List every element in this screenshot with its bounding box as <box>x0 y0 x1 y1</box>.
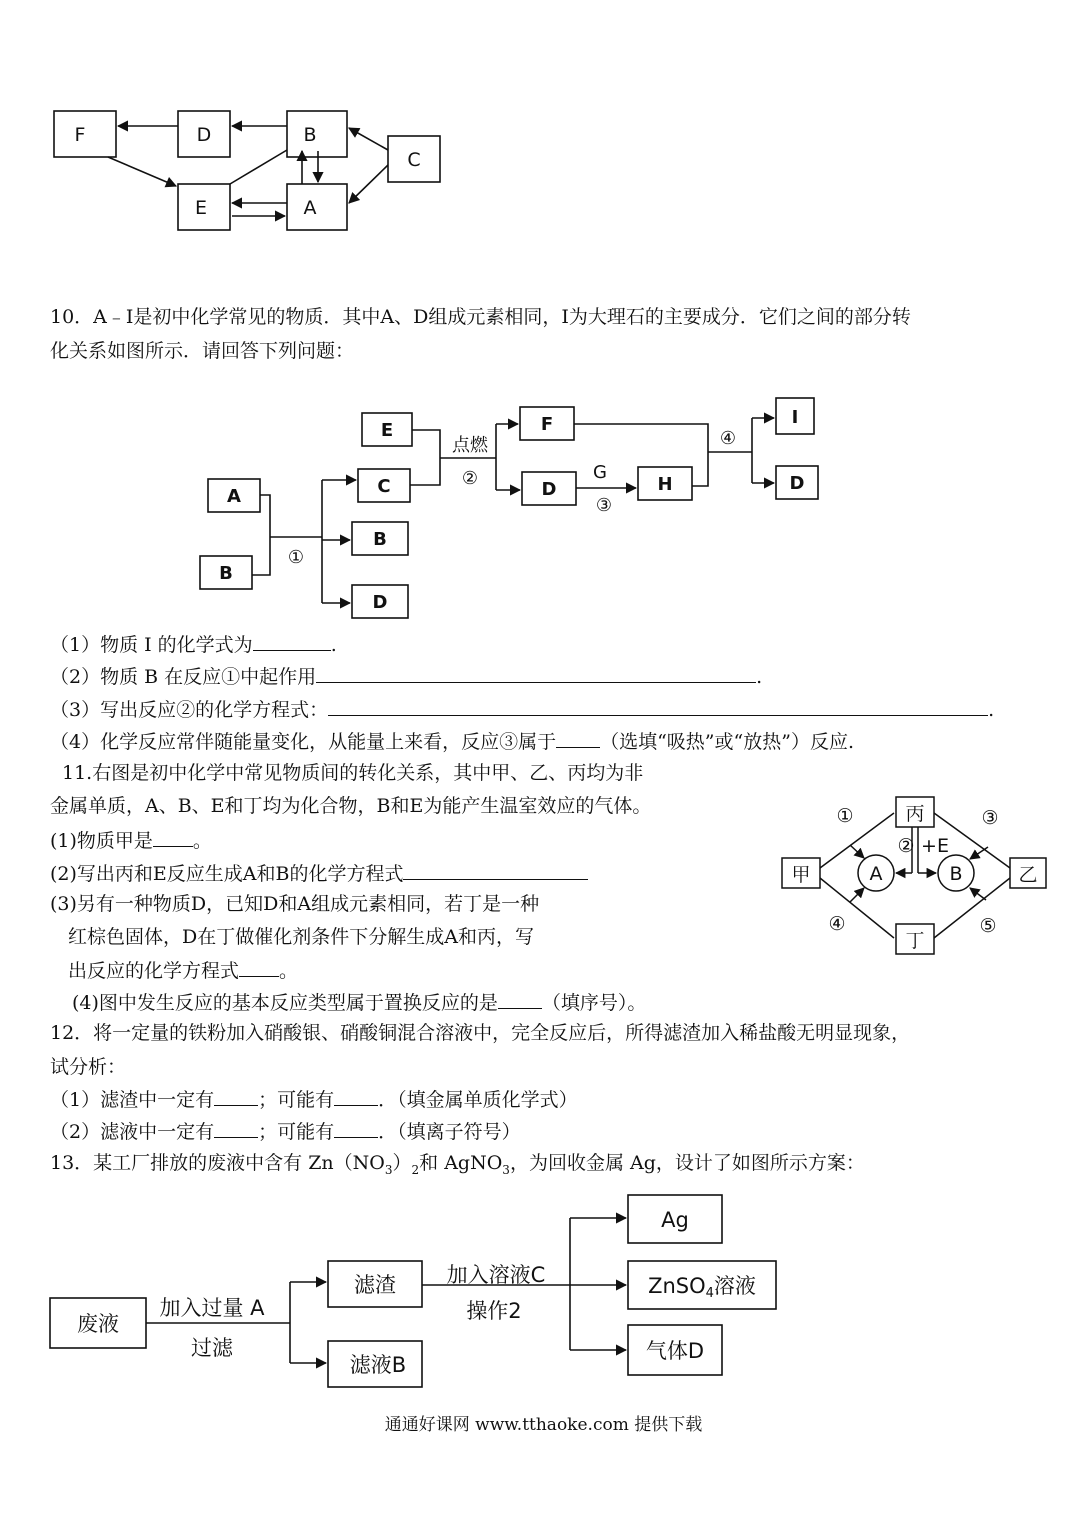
q10-stem-line2: 化关系如图所示．请回答下列问题： <box>50 340 355 362</box>
q12-stem-line1: 12．将一定量的铁粉加入硝酸银、硝酸铜混合溶液中，完全反应后，所得滤渣加入稀盐酸无明显现象， <box>50 1022 911 1044</box>
q10-node-i: I <box>791 407 799 428</box>
q13-node-filtrate-b: 滤液B <box>349 1353 407 1377</box>
q11-stem-line2: 金属单质，A、B、E和丁均为化合物，B和E为能产生温室效应的气体。 <box>50 795 652 817</box>
arrow-c-b <box>349 128 388 150</box>
q10-node-d2: D <box>541 479 557 500</box>
q11-label-3: ③ <box>981 807 999 829</box>
q10-node-d3: D <box>789 473 805 494</box>
q12-sub2: （2）滤液中一定有 ；可能有 ．（填离子符号） <box>50 1121 521 1143</box>
q13-label-add-a: 加入过量 A <box>159 1296 265 1320</box>
q10-diagram <box>0 380 1087 630</box>
q11-node-ding: 丁 <box>905 930 925 952</box>
q11-sub2: (2)写出丙和E反应生成A和B的化学方程式 <box>50 863 588 884</box>
q10-label-r2: ② <box>461 468 479 489</box>
node-box-b <box>287 111 347 157</box>
node-a: A <box>303 197 317 219</box>
q13-diagram <box>0 1185 1087 1395</box>
q11-sub1: (1)物质甲是 。 <box>50 830 212 852</box>
q13-label-filter: 过滤 <box>191 1336 233 1360</box>
q11-node-bing: 丙 <box>905 803 925 825</box>
q11-label-2: ② <box>897 835 915 857</box>
q11-label-plus-e: +E <box>921 835 949 857</box>
q13-node-waste: 废液 <box>77 1312 119 1336</box>
q13-node-znso4: ZnSO4溶液 <box>648 1274 756 1301</box>
q11-sub3-line3: 出反应的化学方程式 。 <box>68 960 299 982</box>
q11-stem-line1: 11.右图是初中化学中常见物质间的转化关系，其中甲、乙、丙均为非 <box>62 762 644 784</box>
q10-node-h: H <box>657 474 673 495</box>
q11-node-yi: 乙 <box>1018 864 1038 886</box>
q10-node-a: A <box>227 486 241 507</box>
node-e: E <box>194 197 208 219</box>
q13-node-residue: 滤渣 <box>354 1273 396 1297</box>
q11-label-1: ① <box>836 805 854 827</box>
q11-sub3-line2: 红棕色固体，D在丁做催化剂条件下分解生成A和丙，写 <box>68 926 534 948</box>
node-box-a <box>287 184 347 230</box>
q10-node-b1: B <box>219 563 233 584</box>
q10-node-c: C <box>377 476 391 497</box>
q10-sub1: （1）物质 I 的化学式为 . <box>50 634 337 656</box>
q11-node-a: A <box>869 863 883 885</box>
q11-sub4: (4)图中发生反应的基本反应类型属于置换反应的是 （填序号）。 <box>72 992 647 1014</box>
q11-label-5: ⑤ <box>979 915 997 937</box>
diagram-1 <box>0 0 1087 260</box>
q10-label-ignite: 点燃 <box>452 435 488 456</box>
q10-node-f: F <box>540 414 554 435</box>
q13-label-add-c: 加入溶液C <box>446 1263 546 1287</box>
q10-sub3: （3）写出反应②的化学方程式： . <box>50 699 995 721</box>
q10-label-r3: ③ <box>595 495 613 516</box>
q12-stem-line2: 试分析： <box>50 1056 127 1078</box>
q13-stem: 13．某工厂排放的废液中含有 $Zn(NO_3)_2$和 AgNO$_3$，为回收金属 Ag，设计了如图所示方案： <box>50 1152 865 1177</box>
q10-label-r4: ④ <box>719 428 737 449</box>
line-e-b <box>230 150 287 184</box>
q10-label-g: G <box>593 462 607 483</box>
q10-label-r1: ① <box>287 547 305 568</box>
q11-node-jia: 甲 <box>791 864 811 886</box>
q11-sub3-line1: (3)另有一种物质D，已知D和A组成元素相同，若丁是一种 <box>50 893 540 915</box>
q13-node-ag: Ag <box>661 1208 689 1232</box>
node-f: F <box>74 124 86 146</box>
q10-sub4: （4）化学反应常伴随能量变化，从能量上来看，反应③属于 （选填“吸热”或“放热”）反应. <box>50 731 854 753</box>
node-d: D <box>196 124 212 146</box>
q11-node-b: B <box>949 863 963 885</box>
q13-node-gas-d: 气体D <box>645 1339 705 1363</box>
node-c: C <box>407 149 421 171</box>
q13-label-op2: 操作2 <box>466 1299 522 1323</box>
q11-label-4: ④ <box>828 913 846 935</box>
arrow-c-a <box>349 165 388 203</box>
q10-stem-line1: 10．A﹣I是初中化学常见的物质．其中A、D组成元素相同，I为大理石的主要成分．它们之间的部分转 <box>50 306 911 328</box>
q10-node-e: E <box>380 420 394 441</box>
q10-node-d1: D <box>372 592 388 613</box>
q12-sub1: （1）滤渣中一定有 ；可能有 ．（填金属单质化学式） <box>50 1089 578 1111</box>
q10-node-b2: B <box>373 529 387 550</box>
q11-diagram <box>0 780 1087 960</box>
node-b: B <box>303 124 317 146</box>
footer: 通通好课网 www.tthaoke.com 提供下载 <box>384 1415 703 1435</box>
q10-sub2: （2）物质 B 在反应①中起作用 . <box>50 666 763 688</box>
arrow-f-e <box>108 157 176 186</box>
